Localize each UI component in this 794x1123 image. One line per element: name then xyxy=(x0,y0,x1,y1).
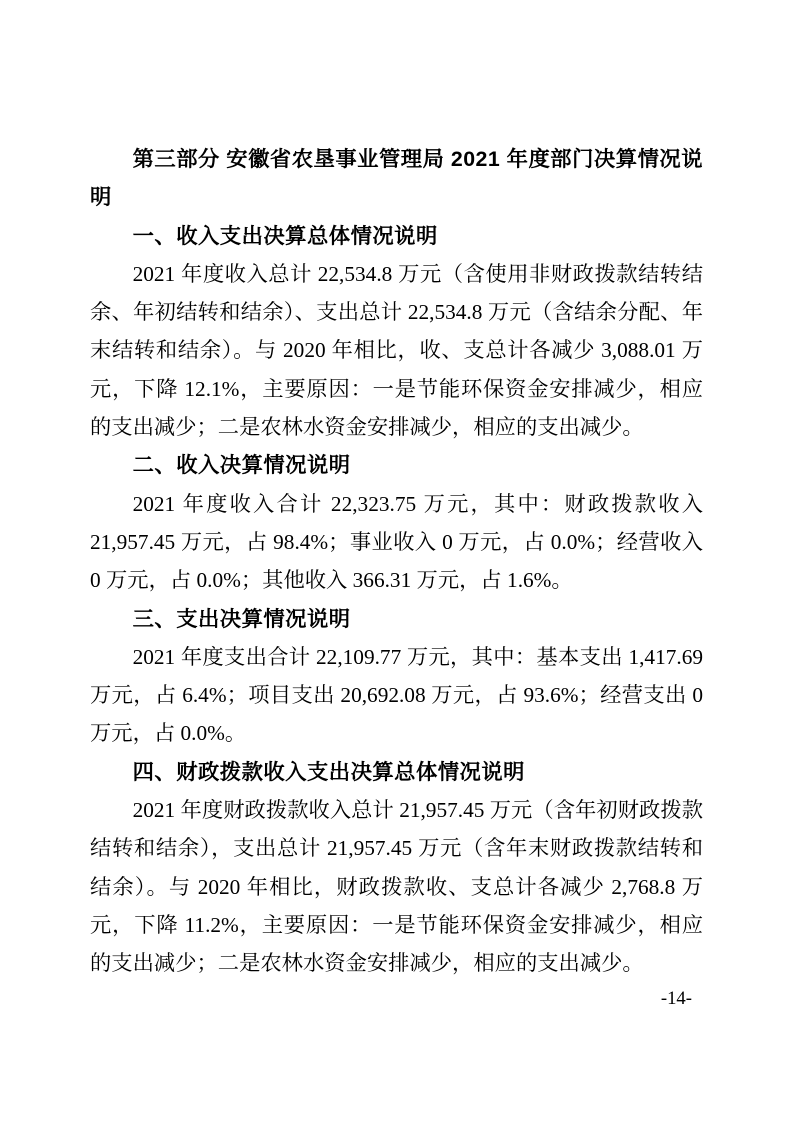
document-content xyxy=(90,140,703,983)
section-heading-fiscal-appropriation-overview: 四、财政拨款收入支出决算总体情况说明 xyxy=(132,759,525,784)
section-heading-income-expenditure-overview: 一、收入支出决算总体情况说明 xyxy=(132,223,438,248)
document-title: 第三部分 安徽省农垦事业管理局 2021 年度部门决算情况说明 xyxy=(90,147,703,210)
page-number: -14- xyxy=(660,988,692,1009)
section-paragraph-fiscal-appropriation-overview: 2021 年度财政拨款收入总计 21,957.45 万元（含年初财政拨款结转和结余），支出总计 21,957.45 万元（含年末财政拨款结转和结余）。与 2020 年相比，财政拨款收、支总计各减少 2,768.8 万元，下降 11.2%，主要原因：一是节能环保资金安排减少，相应的支出减少；二是农林水资金安排减少，相应的支出减少。 xyxy=(90,798,703,976)
section-paragraph-income-final-accounts: 2021 年度收入合计 22,323.75 万元，其中：财政拨款收入 21,957.45 万元，占 98.4%；事业收入 0 万元，占 0.0%；经营收入 0 万元，占 0.0%；其他收入 366.31 万元，占 1.6%。 xyxy=(90,491,703,593)
section-heading-expenditure-final-accounts: 三、支出决算情况说明 xyxy=(132,606,351,631)
section-paragraph-income-expenditure-overview: 2021 年度收入总计 22,534.8 万元（含使用非财政拨款结转结余、年初结转和结余）、支出总计 22,534.8 万元（含结余分配、年末结转和结余）。与 2020 年相比，收、支总计各减少 3,088.01 万元，下降 12.1%，主要原因：一是节能环保资金安排减少，相应的支出减少；二是农林水资金安排减少，相应的支出减少。 xyxy=(90,261,703,440)
section-heading-income-final-accounts: 二、收入决算情况说明 xyxy=(132,453,351,478)
section-paragraph-expenditure-final-accounts: 2021 年度支出合计 22,109.77 万元，其中：基本支出 1,417.69 万元，占 6.4%；项目支出 20,692.08 万元，占 93.6%；经营支出 0 万元，占 0.0%。 xyxy=(90,644,703,746)
